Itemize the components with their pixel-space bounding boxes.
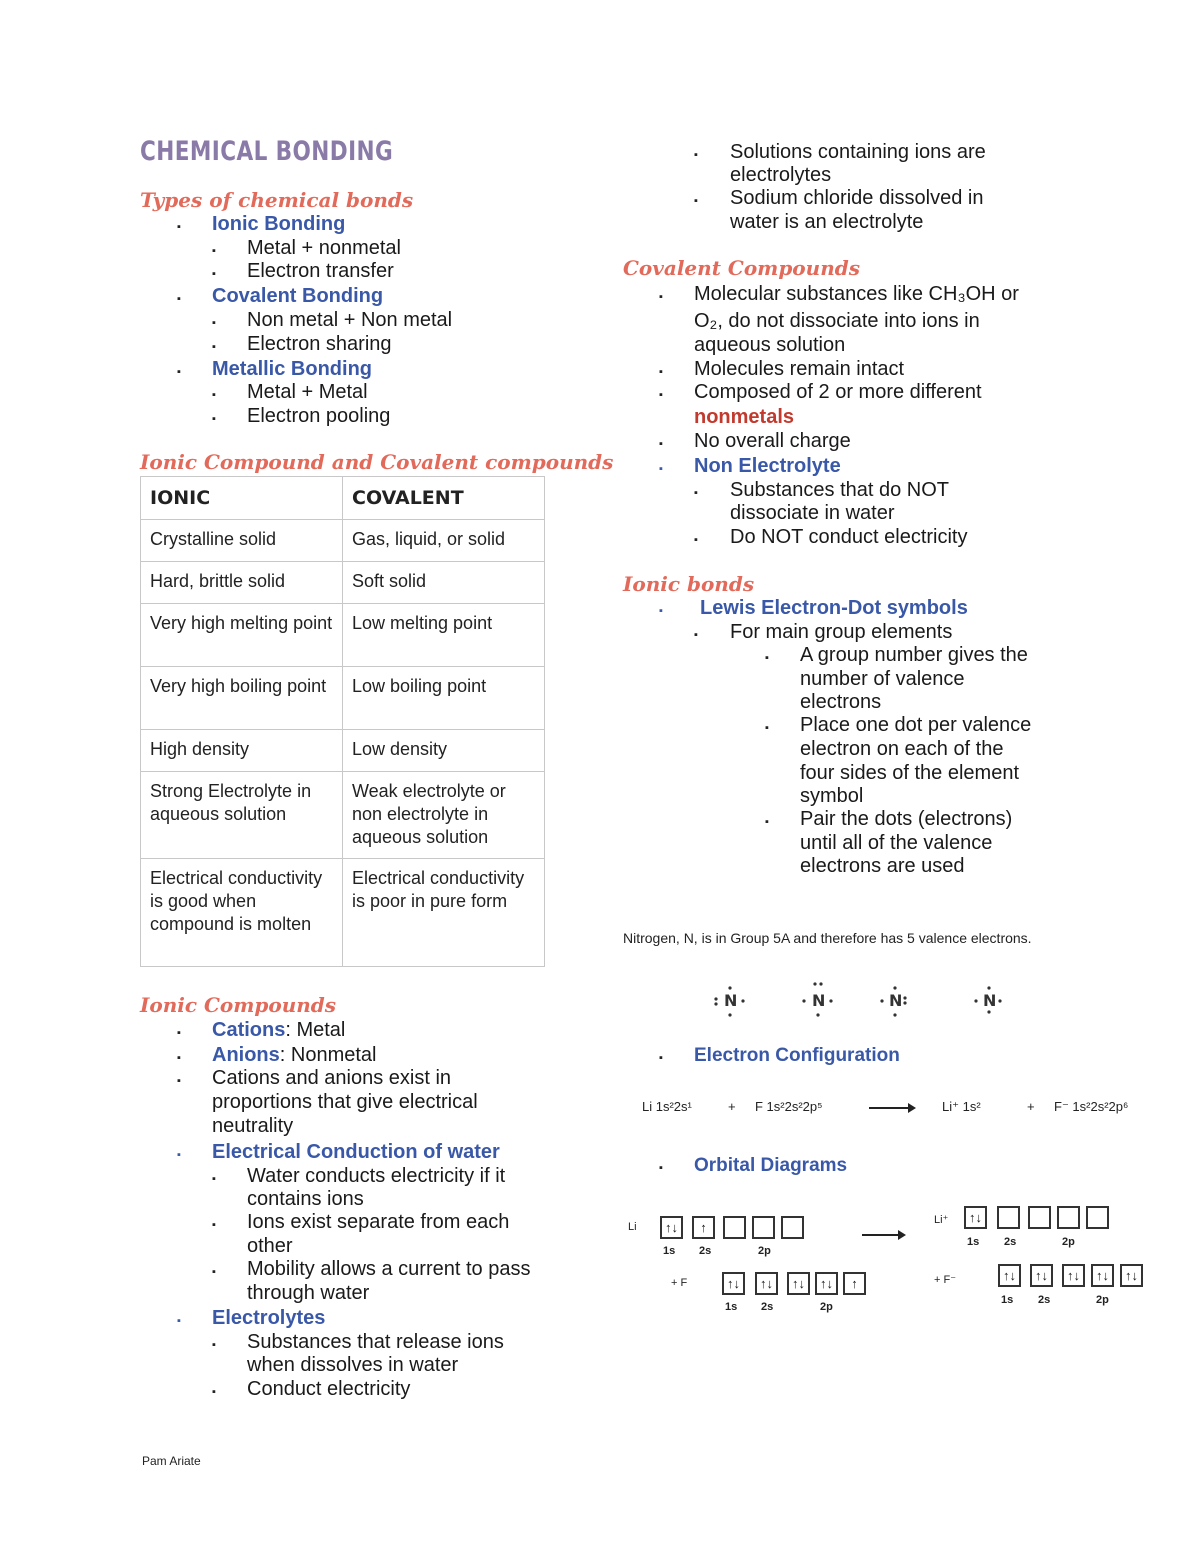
svg-text:N: N — [983, 991, 997, 1010]
table-cell: Very high boiling point — [141, 667, 343, 730]
svg-text:N: N — [812, 991, 826, 1010]
lewis-symbol-1 — [714, 986, 744, 1016]
table-cell: Hard, brittle solid — [141, 562, 343, 604]
anions-label: Anions — [212, 1044, 280, 1066]
bullet-icon: ▪ — [212, 389, 216, 401]
page-title: CHEMICAL BONDING — [140, 136, 394, 167]
config-li-ion: Li⁺ 1s² — [942, 1099, 981, 1114]
table-cell: Low boiling point — [343, 667, 545, 730]
text-line: Cations and anions exist in — [212, 1067, 452, 1089]
bullet-icon: ▪ — [212, 413, 216, 425]
text-line: until all of the valence — [800, 832, 993, 854]
text-line: number of valence — [800, 668, 965, 690]
types-heading: Types of chemical bonds — [140, 188, 414, 212]
text-line: Substances that release ions — [247, 1331, 504, 1353]
orbital-li-ion-label: Li⁺ — [934, 1214, 949, 1226]
label-2s: 2s — [699, 1245, 712, 1257]
bullet-icon: ▪ — [177, 1027, 181, 1039]
orbital-box-2s — [997, 1206, 1020, 1229]
header-covalent: COVALENT — [343, 477, 545, 520]
bullet-icon: ▪ — [212, 1339, 216, 1351]
water-heading: Electrical Conduction of water — [212, 1141, 500, 1163]
orbital-box-2p: ↑ — [843, 1272, 866, 1295]
bullet-icon: ▪ — [694, 629, 698, 641]
bullet-icon: ▪ — [212, 245, 216, 257]
table-row — [141, 520, 545, 562]
electron-config-heading: Electron Configuration — [694, 1045, 900, 1066]
orbital-heading: Orbital Diagrams — [694, 1155, 848, 1176]
lewis-symbol-2 — [802, 982, 832, 1016]
bullet-icon: ▪ — [694, 149, 698, 161]
table-cell: Very high melting point — [141, 604, 343, 667]
orbital-box-2p — [1057, 1206, 1080, 1229]
text-line: other — [247, 1235, 293, 1257]
text-line: proportions that give electrical — [212, 1091, 478, 1113]
covalent-compounds-heading: Covalent Compounds — [623, 256, 860, 280]
label-1s: 1s — [663, 1245, 676, 1257]
label-2p: 2p — [1062, 1236, 1075, 1248]
text-line: Pair the dots (electrons) — [800, 808, 1013, 830]
table-cell: Electrical conductivity is poor in pure form — [343, 859, 545, 967]
orbital-box-2p: ↑↓ — [815, 1272, 838, 1295]
orbital-box-1s: ↑↓ — [660, 1216, 683, 1239]
table-row — [141, 772, 545, 859]
bullet-icon: ▪ — [659, 291, 663, 303]
orbital-box-2p — [1086, 1206, 1109, 1229]
config-f-ion: F⁻ 1s²2s²2p⁶ — [1054, 1099, 1129, 1114]
text-line: contains ions — [247, 1188, 364, 1210]
label-2p: 2p — [758, 1245, 771, 1257]
orbital-box-2p: ↑↓ — [1062, 1264, 1085, 1287]
table-cell: Gas, liquid, or solid — [343, 520, 545, 562]
orbital-box-2s: ↑↓ — [1030, 1264, 1053, 1287]
ionic-compounds-heading: Ionic Compounds — [140, 993, 337, 1017]
text-line: No overall charge — [694, 430, 851, 452]
bullet-icon: ▪ — [177, 1075, 181, 1087]
text-line: Mobility allows a current to pass — [247, 1258, 531, 1280]
orbital-box-2s: ↑ — [692, 1216, 715, 1239]
bullet-icon: ▪ — [177, 1052, 181, 1064]
svg-text:N: N — [889, 991, 903, 1010]
reaction-arrow-icon — [869, 1107, 914, 1109]
bullet-icon: ▪ — [212, 1173, 216, 1185]
text-line: aqueous solution — [694, 334, 846, 356]
text-line: electrons are used — [800, 855, 965, 877]
nonmetals-label: nonmetals — [694, 406, 795, 428]
bullet-icon: ▪ — [659, 438, 663, 450]
text-line: water is an electrolyte — [730, 211, 924, 233]
text-line: Water conducts electricity if it — [247, 1165, 506, 1187]
bullet-icon: ▪ — [177, 1149, 181, 1161]
orbital-f-label: + F — [671, 1277, 688, 1289]
text-line: Composed of 2 or more different — [694, 381, 982, 403]
text-line: Substances that do NOT — [730, 479, 950, 501]
orbital-box-2p — [781, 1216, 804, 1239]
orbital-box-2p: ↑↓ — [1091, 1264, 1114, 1287]
table-row — [141, 859, 545, 967]
label-1s: 1s — [1001, 1294, 1014, 1306]
table-cell: Low melting point — [343, 604, 545, 667]
orbital-box-2s: ↑↓ — [755, 1272, 778, 1295]
text-line: electrolytes — [730, 164, 832, 186]
table-row — [141, 730, 545, 772]
anions-value: : Nonmetal — [279, 1044, 377, 1066]
label-2s: 2s — [1038, 1294, 1051, 1306]
bullet-icon: ▪ — [659, 389, 663, 401]
text-line: O₂, do not dissociate into ions in — [694, 310, 980, 332]
header-ionic: IONIC — [141, 477, 343, 520]
orbital-li-label: Li — [628, 1221, 637, 1233]
label-2s: 2s — [1004, 1236, 1017, 1248]
orbital-box-2p — [752, 1216, 775, 1239]
lewis-heading: Lewis Electron-Dot symbols — [700, 597, 968, 619]
text-line: electrons — [800, 691, 882, 713]
table-cell: High density — [141, 730, 343, 772]
nitrogen-caption: Nitrogen, N, is in Group 5A and therefore has 5 valence electrons. — [623, 930, 1032, 946]
bullet-icon: ▪ — [659, 1162, 663, 1174]
orbital-box-2p: ↑↓ — [787, 1272, 810, 1295]
label-2p: 2p — [1096, 1294, 1109, 1306]
table-cell: Low density — [343, 730, 545, 772]
text-line: A group number gives the — [800, 644, 1028, 666]
text-line: Sodium chloride dissolved in — [730, 187, 984, 209]
list-item: Electron sharing — [247, 333, 392, 355]
orbital-box-1s: ↑↓ — [722, 1272, 745, 1295]
table-row — [141, 667, 545, 730]
bullet-icon: ▪ — [659, 1052, 663, 1064]
text-line: neutrality — [212, 1115, 294, 1137]
bullet-icon: ▪ — [659, 366, 663, 378]
compare-heading: Ionic Compound and Covalent compounds — [140, 450, 614, 474]
bullet-icon: ▪ — [765, 816, 769, 828]
bullet-icon: ▪ — [177, 366, 181, 378]
metallic-bonding-label: Metallic Bonding — [212, 358, 372, 380]
list-item: Electron pooling — [247, 405, 391, 427]
table-row — [141, 604, 545, 667]
comparison-table — [140, 476, 545, 967]
text-line: Do NOT conduct electricity — [730, 526, 968, 548]
text-line: Molecules remain intact — [694, 358, 905, 380]
list-item: Electron transfer — [247, 260, 394, 282]
orbital-box-1s: ↑↓ — [964, 1206, 987, 1229]
bullet-icon: ▪ — [694, 487, 698, 499]
list-item: Metal + Metal — [247, 381, 368, 403]
lewis-symbol-3 — [880, 986, 906, 1016]
cations-value: : Metal — [285, 1019, 346, 1041]
text-line: Place one dot per valence — [800, 714, 1032, 736]
bullet-icon: ▪ — [765, 652, 769, 664]
ionic-bonds-heading: Ionic bonds — [623, 572, 755, 596]
bullet-icon: ▪ — [659, 463, 663, 475]
config-plus: + — [1027, 1099, 1035, 1114]
orbital-box-2p: ↑↓ — [1120, 1264, 1143, 1287]
bullet-icon: ▪ — [212, 1386, 216, 1398]
bullet-icon: ▪ — [694, 195, 698, 207]
reaction-arrow-icon — [862, 1234, 904, 1236]
electrolytes-heading: Electrolytes — [212, 1307, 326, 1329]
label-2p: 2p — [820, 1301, 833, 1313]
text-line: Conduct electricity — [247, 1378, 411, 1400]
table-cell: Crystalline solid — [141, 520, 343, 562]
text-line: For main group elements — [730, 621, 953, 643]
orbital-box-2p — [1028, 1206, 1051, 1229]
table-header-row — [141, 477, 545, 520]
bullet-icon: ▪ — [659, 605, 663, 617]
bullet-icon: ▪ — [765, 722, 769, 734]
orbital-box-2p — [723, 1216, 746, 1239]
bullet-icon: ▪ — [212, 1219, 216, 1231]
text-line: symbol — [800, 785, 864, 807]
bullet-icon: ▪ — [694, 534, 698, 546]
text-line: when dissolves in water — [247, 1354, 459, 1376]
orbital-f-ion-label: + F⁻ — [934, 1274, 957, 1286]
text-line: Molecular substances like CH₃OH or — [694, 283, 1019, 305]
bullet-icon: ▪ — [212, 317, 216, 329]
config-plus: + — [728, 1099, 736, 1114]
bullet-icon: ▪ — [177, 221, 181, 233]
bullet-icon: ▪ — [177, 1315, 181, 1327]
lewis-dot-diagrams — [700, 972, 1020, 1022]
author-footer: Pam Ariate — [142, 1454, 201, 1468]
table-cell: Electrical conductivity is good when compound is molten — [141, 859, 343, 967]
table-row — [141, 562, 545, 604]
label-2s: 2s — [761, 1301, 774, 1313]
table-cell: Soft solid — [343, 562, 545, 604]
list-item: Metal + nonmetal — [247, 237, 401, 259]
list-item: Non metal + Non metal — [247, 309, 453, 331]
bullet-icon: ▪ — [212, 341, 216, 353]
bullet-icon: ▪ — [177, 293, 181, 305]
cations-label: Cations — [212, 1019, 286, 1041]
text-line: four sides of the element — [800, 762, 1020, 784]
bullet-icon: ▪ — [212, 1266, 216, 1278]
text-line: through water — [247, 1282, 370, 1304]
ionic-bonding-label: Ionic Bonding — [212, 213, 346, 235]
table-cell: Strong Electrolyte in aqueous solution — [141, 772, 343, 859]
svg-text:N: N — [724, 991, 738, 1010]
bullet-icon: ▪ — [212, 268, 216, 280]
label-1s: 1s — [725, 1301, 738, 1313]
text-line: electron on each of the — [800, 738, 1004, 760]
config-f: F 1s²2s²2p⁵ — [755, 1099, 823, 1114]
label-1s: 1s — [967, 1236, 980, 1248]
cations-line — [212, 1018, 345, 1042]
lewis-symbol-4 — [974, 986, 1001, 1017]
config-li: Li 1s²2s¹ — [642, 1099, 692, 1114]
orbital-box-1s: ↑↓ — [998, 1264, 1021, 1287]
anions-line — [212, 1043, 377, 1067]
covalent-bonding-label: Covalent Bonding — [212, 285, 384, 307]
non-electrolyte-heading: Non Electrolyte — [694, 455, 841, 477]
text-line: dissociate in water — [730, 502, 895, 524]
text-line: Ions exist separate from each — [247, 1211, 510, 1233]
table-cell: Weak electrolyte or non electrolyte in aqueous solution — [343, 772, 545, 859]
text-line: Solutions containing ions are — [730, 141, 986, 163]
